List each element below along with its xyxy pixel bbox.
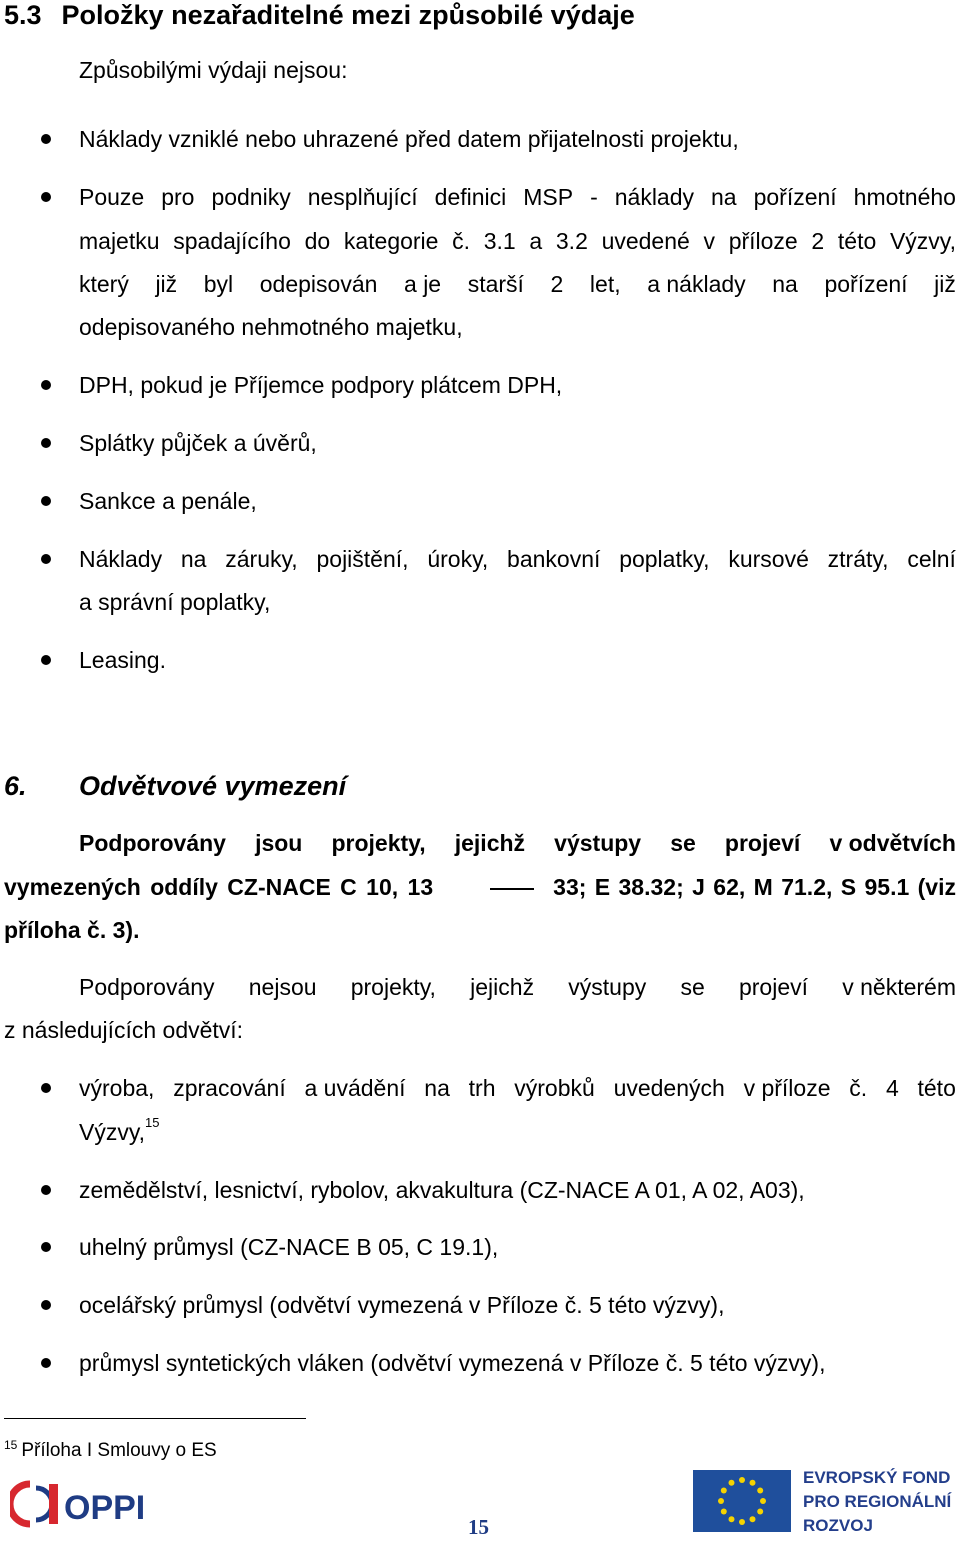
word: kategorie	[343, 228, 439, 254]
eu-flag-icon	[693, 1470, 791, 1538]
word: do	[304, 228, 331, 254]
word: 4	[885, 1075, 899, 1101]
word: 2	[550, 271, 564, 297]
bullet	[41, 1358, 51, 1368]
page-number: 15	[468, 1515, 489, 1539]
paragraph-line	[79, 974, 956, 1001]
word: uvedené	[601, 228, 690, 254]
eu-star-icon	[721, 1509, 727, 1515]
word: Náklady	[79, 546, 163, 572]
word: pořízení	[824, 271, 908, 297]
section-6-number: 6.	[4, 771, 27, 801]
word: spadajícího	[173, 228, 291, 254]
word: a je	[404, 271, 442, 297]
list-item-line	[79, 1115, 160, 1146]
word: výrobků	[514, 1075, 595, 1101]
list-item-line	[79, 546, 956, 573]
word: zpracování	[173, 1075, 286, 1101]
word: v příloze	[743, 1075, 831, 1101]
oppi-logo-text: OPPI	[64, 1489, 146, 1527]
word: -	[590, 184, 598, 210]
word: v	[703, 228, 715, 254]
section-intro: Způsobilými výdaji nejsou:	[79, 57, 348, 83]
bullet	[41, 438, 51, 448]
footnote-ref: 15	[145, 1115, 160, 1130]
word: poplatky,	[619, 546, 710, 572]
word: trh	[468, 1075, 496, 1101]
word: bankovní	[507, 546, 601, 572]
word: hmotného	[853, 184, 956, 210]
word: který	[79, 271, 129, 297]
bullet	[41, 655, 51, 665]
word: č.	[452, 228, 471, 254]
paragraph-part: vymezených oddíly CZ-NACE C 10, 13	[4, 874, 434, 900]
eu-star-icon	[757, 1488, 763, 1494]
footnote-text: Příloha I Smlouvy o ES	[21, 1440, 217, 1461]
erdf-logo-text	[803, 1466, 951, 1538]
list-item: Splátky půjček a úvěrů,	[79, 430, 317, 456]
word: výstupy	[568, 974, 647, 1000]
word: pro	[161, 184, 195, 210]
word: této	[837, 228, 877, 254]
eu-star-icon	[729, 1480, 735, 1486]
word: nesplňující	[307, 184, 418, 210]
word: náklady	[614, 184, 695, 210]
word: výstupy	[554, 830, 642, 856]
word: nejsou	[248, 974, 317, 1000]
word: 3.2	[555, 228, 588, 254]
word: se	[670, 830, 696, 856]
paragraph-line	[79, 830, 956, 857]
word: byl	[203, 271, 234, 297]
bullet	[41, 1083, 51, 1093]
word: majetku	[79, 228, 160, 254]
bullet	[41, 554, 51, 564]
erdf-line: EVROPSKÝ FOND	[803, 1468, 951, 1487]
section-heading	[4, 0, 635, 31]
bullet	[41, 380, 51, 390]
word: MSP	[523, 184, 574, 210]
bullet	[41, 496, 51, 506]
section-title: Položky nezařaditelné mezi způsobilé výdaje	[61, 0, 635, 30]
section-number: 5.3	[4, 0, 42, 30]
word: a	[529, 228, 543, 254]
bullet	[41, 1300, 51, 1310]
word: kursové	[728, 546, 809, 572]
word: Podporovány	[79, 974, 215, 1000]
list-item: Sankce a penále,	[79, 488, 257, 514]
word: na	[424, 1075, 450, 1101]
list-item: DPH, pokud je Příjemce podpory plátcem DPH,	[79, 372, 563, 398]
word: již	[155, 271, 178, 297]
eu-star-icon	[760, 1498, 766, 1504]
eu-star-icon	[750, 1516, 756, 1522]
word: v některém	[842, 974, 956, 1000]
list-item-line	[79, 228, 956, 255]
word: 2	[811, 228, 825, 254]
eu-star-icon	[721, 1488, 727, 1494]
eu-star-icon	[718, 1498, 724, 1504]
list-item-text: Výzvy,	[79, 1119, 146, 1145]
list-item: Leasing.	[79, 647, 166, 673]
word: projekty,	[331, 830, 426, 856]
word: již	[934, 271, 956, 297]
word: č.	[849, 1075, 868, 1101]
word: let,	[589, 271, 621, 297]
eu-star-icon	[750, 1480, 756, 1486]
word: a uvádění	[304, 1075, 406, 1101]
erdf-line: ROZVOJ	[803, 1516, 873, 1535]
footnote	[4, 1440, 217, 1462]
list-item-line: odepisovaného nehmotného majetku,	[79, 314, 463, 340]
word: projeví	[738, 974, 809, 1000]
eu-star-icon	[729, 1516, 735, 1522]
list-item-line	[79, 1075, 956, 1102]
word: podniky	[211, 184, 291, 210]
paragraph-part: 33; E 38.32; J 62, M 71.2, S 95.1 (viz	[553, 874, 956, 900]
word: se	[680, 974, 705, 1000]
paragraph-line: příloha č. 3).	[4, 917, 140, 943]
word: na	[711, 184, 737, 210]
word: Pouze	[79, 184, 145, 210]
word: jejichž	[454, 830, 526, 856]
word: 3.1	[483, 228, 516, 254]
list-item: uhelný průmysl (CZ-NACE B 05, C 19.1),	[79, 1234, 499, 1260]
word: výroba,	[79, 1075, 155, 1101]
word: v odvětvích	[829, 830, 956, 856]
word: ztráty,	[827, 546, 889, 572]
word: jsou	[255, 830, 303, 856]
word: starší	[467, 271, 524, 297]
word: jejichž	[470, 974, 535, 1000]
word: Výzvy,	[889, 228, 956, 254]
word: této	[917, 1075, 956, 1101]
word: pojištění,	[316, 546, 409, 572]
word: záruky,	[225, 546, 298, 572]
word: a náklady	[647, 271, 746, 297]
footnote-number: 15	[4, 1438, 18, 1452]
list-item: průmysl syntetických vláken (odvětví vymezená v Příloze č. 5 této výzvy),	[79, 1350, 826, 1376]
footnote-rule	[4, 1418, 306, 1419]
bullet	[41, 1185, 51, 1195]
word: příloze	[728, 228, 798, 254]
word: odepisován	[259, 271, 378, 297]
word: na	[180, 546, 207, 572]
word: na	[772, 271, 798, 297]
bullet	[41, 1242, 51, 1252]
section-6-title: Odvětvové vymezení	[79, 771, 347, 801]
list-item-line: a správní poplatky,	[79, 589, 271, 615]
list-item: Náklady vzniklé nebo uhrazené před datem přijatelnosti projektu,	[79, 126, 739, 152]
list-item-line	[79, 271, 956, 298]
word: uvedených	[613, 1075, 725, 1101]
dash-icon	[490, 888, 534, 890]
word: Podporovány	[79, 830, 226, 856]
list-item: zemědělství, lesnictví, rybolov, akvakultura (CZ-NACE A 01, A 02, A03),	[79, 1177, 805, 1203]
erdf-line: PRO REGIONÁLNÍ	[803, 1492, 952, 1511]
eu-star-icon	[739, 1519, 745, 1525]
eu-star-icon	[757, 1509, 763, 1515]
word: projeví	[724, 830, 801, 856]
bullet	[41, 192, 51, 202]
bullet	[41, 134, 51, 144]
oppi-mark-icon	[10, 1478, 170, 1530]
word: pořízení	[753, 184, 837, 210]
word: celní	[907, 546, 956, 572]
list-item: ocelářský průmysl (odvětví vymezená v Příloze č. 5 této výzvy),	[79, 1292, 725, 1318]
oppi-logo	[10, 1478, 170, 1536]
word: projekty,	[350, 974, 436, 1000]
word: definici	[434, 184, 507, 210]
paragraph-line: z následujících odvětví:	[4, 1017, 244, 1043]
eu-star-icon	[739, 1477, 745, 1483]
word: úroky,	[427, 546, 489, 572]
list-item-line	[79, 184, 956, 211]
